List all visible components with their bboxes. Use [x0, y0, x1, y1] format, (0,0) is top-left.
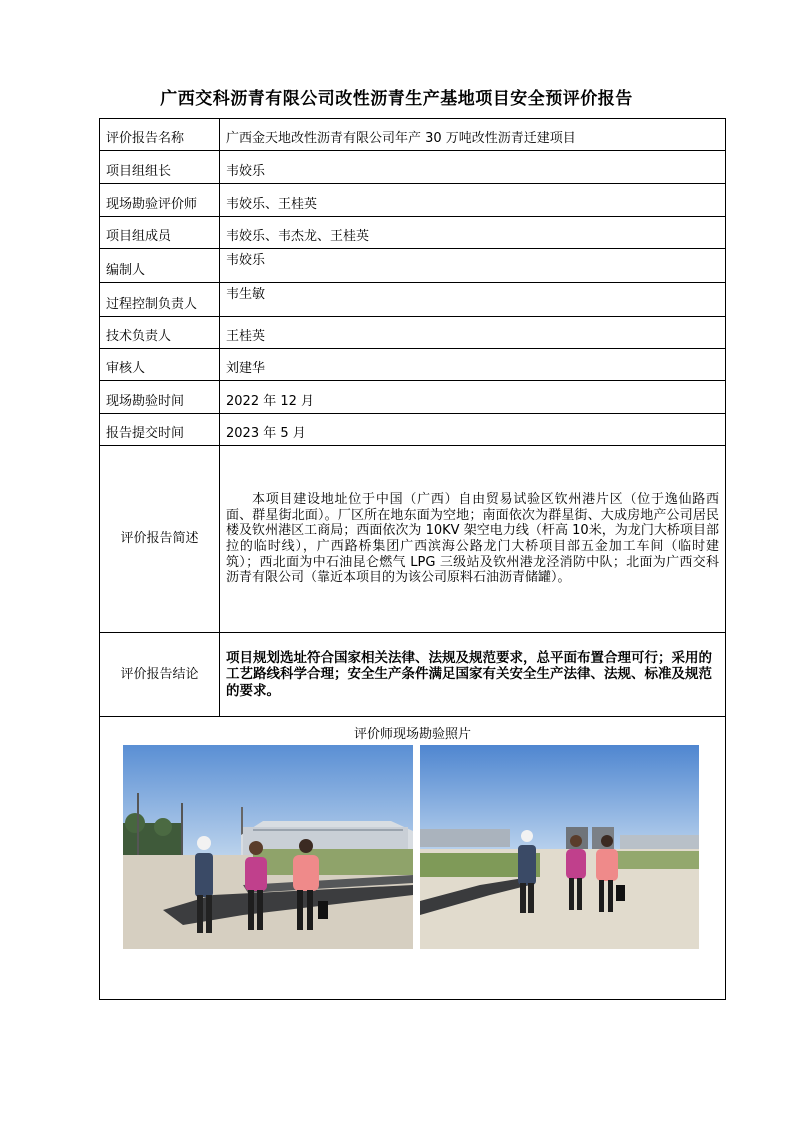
row-value: 刘建华 — [220, 349, 726, 381]
row-label: 现场勘验时间 — [100, 381, 220, 414]
row-value: 韦姣乐 — [220, 249, 726, 283]
conclusion-text: 项目规划选址符合国家相关法律、法规及规范要求，总平面布置合理可行；采用的工艺路线科学合理；安全生产条件满足国家有关安全生产法律、法规、标准及规范的要求。 — [220, 633, 726, 717]
row-label: 审核人 — [100, 349, 220, 381]
photos-caption: 评价师现场勘验照片 — [353, 727, 471, 742]
conclusion-label: 评价报告结论 — [100, 633, 220, 717]
row-value: 王桂英 — [220, 317, 726, 349]
table-row — [100, 317, 726, 349]
site-photo-2 — [420, 745, 699, 949]
table-row — [100, 446, 726, 633]
row-label: 项目组成员 — [100, 217, 220, 249]
row-label: 评价报告名称 — [100, 119, 220, 151]
table-row — [100, 151, 726, 184]
row-label: 报告提交时间 — [100, 414, 220, 446]
table-row — [100, 249, 726, 283]
row-value: 韦生敏 — [220, 283, 726, 317]
table-row — [100, 349, 726, 381]
row-value: 2022 年 12 月 — [220, 381, 726, 414]
table-row — [100, 184, 726, 217]
page-title: 广西交科沥青有限公司改性沥青生产基地项目安全预评价报告 — [160, 89, 633, 109]
row-value: 韦姣乐 — [220, 151, 726, 184]
site-photo-1 — [123, 745, 413, 949]
table-row — [100, 217, 726, 249]
row-label: 编制人 — [100, 249, 220, 283]
table-row — [100, 414, 726, 446]
row-value: 韦姣乐、王桂英 — [220, 184, 726, 217]
row-label: 项目组组长 — [100, 151, 220, 184]
table-row — [100, 633, 726, 717]
summary-text: 本项目建设地址位于中国（广西）自由贸易试验区钦州港片区（位于逸仙路西面、群星街北面）。厂区所在地东面为空地；南面依次为群星街、大成房地产公司居民楼及钦州港区工商局；西面依次为 10KV 架空电力线（杆高 10米，为龙门大桥项目部拉的临时线），广西路桥集团广西滨海公路龙门大桥项目部五金加工车间（临时建筑）；西北面为中石油昆仑燃气 LPG 三级站及钦州港龙泾消防中队；北面为广西交科沥青有限公司（靠近本项目的为该公司原料石油沥青储罐）。 — [220, 446, 726, 633]
row-label: 过程控制负责人 — [100, 283, 220, 317]
row-label: 技术负责人 — [100, 317, 220, 349]
row-value: 广西金天地改性沥青有限公司年产 30 万吨改性沥青迁建项目 — [220, 119, 726, 151]
table-row — [100, 283, 726, 317]
row-label: 现场勘验评价师 — [100, 184, 220, 217]
row-value: 韦姣乐、韦杰龙、王桂英 — [220, 217, 726, 249]
table-row — [100, 381, 726, 414]
summary-label: 评价报告简述 — [100, 446, 220, 633]
table-row — [100, 119, 726, 151]
row-value: 2023 年 5 月 — [220, 414, 726, 446]
